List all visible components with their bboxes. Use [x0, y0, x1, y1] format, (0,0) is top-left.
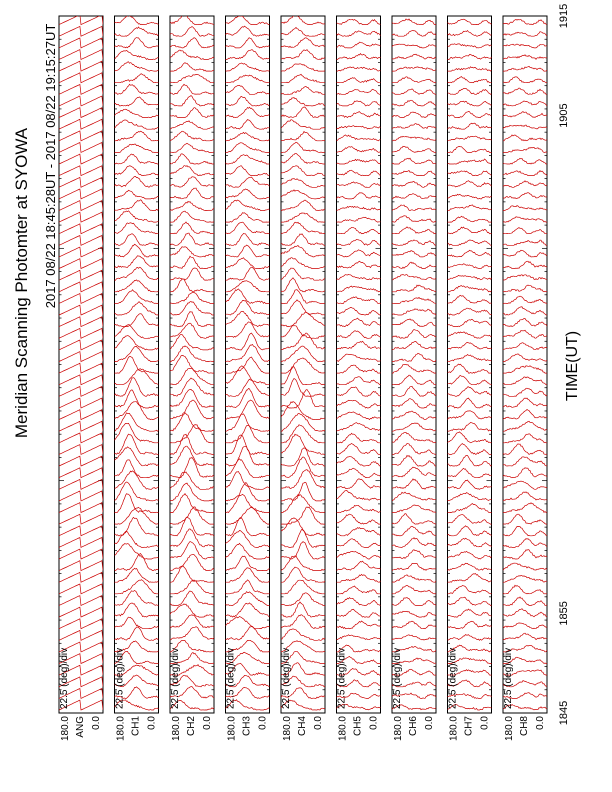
panel-ch1	[115, 15, 159, 741]
channel-label: CH2	[186, 716, 197, 737]
y-min-label: 0.0	[257, 716, 269, 730]
y-min-label: 0.0	[368, 716, 380, 730]
channel-label: CH6	[408, 716, 419, 737]
channel-label: CH1	[130, 716, 142, 737]
x-tick-label: 1845	[558, 700, 570, 726]
panel-frame	[170, 16, 214, 713]
y-min-label: 0.0	[535, 716, 546, 730]
panel-ch7	[448, 16, 492, 741]
x-axis-label: TIME(UT)	[564, 330, 581, 402]
time-range-label: 2017 08/22 18:45:28UT - 2017 08/22 19:15:27UT	[43, 23, 58, 309]
panel-ch6	[392, 16, 436, 741]
panel-ch2	[170, 15, 214, 741]
x-tick-label: 1915	[558, 3, 570, 29]
scale-label: 22.5 (deg)/div	[225, 647, 237, 709]
channel-label: CH3	[241, 716, 253, 737]
panel-frame	[226, 16, 270, 713]
panel-frame	[59, 16, 103, 713]
panel-ch5	[337, 16, 381, 741]
panel-frame	[503, 16, 547, 713]
y-max-label: 180.0	[171, 716, 182, 742]
y-max-label: 180.0	[60, 716, 71, 742]
panel-frame	[392, 16, 436, 713]
y-min-label: 0.0	[479, 716, 491, 730]
panel-ch4	[281, 15, 325, 741]
scale-label: 22.5 (deg)/div	[503, 647, 514, 709]
channel-panels	[59, 15, 547, 741]
channel-label: CH8	[519, 716, 530, 737]
y-max-label: 180.0	[337, 716, 349, 742]
x-tick-label: 1855	[558, 601, 570, 626]
channel-label: CH7	[463, 716, 475, 737]
scale-label: 22.5 (deg)/div	[392, 647, 403, 709]
channel-label: ANG	[75, 716, 86, 738]
x-tick-label: 1905	[558, 103, 570, 128]
scale-label: 22.5 (deg)/div	[447, 647, 459, 709]
panel-frame	[337, 16, 381, 713]
y-min-label: 0.0	[313, 716, 324, 730]
panel-frame	[281, 16, 325, 713]
channel-label: CH5	[352, 716, 364, 737]
y-min-label: 0.0	[424, 716, 435, 730]
panel-ch3	[226, 16, 270, 741]
panel-ang	[59, 15, 103, 741]
y-max-label: 180.0	[282, 716, 293, 742]
y-min-label: 0.0	[202, 716, 213, 730]
y-max-label: 180.0	[448, 716, 460, 742]
panel-frame	[115, 16, 159, 713]
y-max-label: 180.0	[115, 716, 127, 742]
scale-label: 22.5 (deg)/div	[336, 647, 348, 709]
panel-frame	[448, 16, 492, 713]
scale-label: 22.5 (deg)/div	[59, 647, 70, 709]
y-max-label: 180.0	[226, 716, 238, 742]
chart-title: Meridian Scanning Photomter at SYOWA	[12, 127, 31, 439]
scale-label: 22.5 (deg)/div	[114, 647, 126, 709]
y-max-label: 180.0	[393, 716, 404, 742]
panel-ch8	[503, 16, 547, 741]
scale-label: 22.5 (deg)/div	[281, 647, 292, 709]
scale-label: 22.5 (deg)/div	[170, 647, 181, 709]
y-min-label: 0.0	[91, 716, 102, 730]
y-min-label: 0.0	[146, 716, 158, 730]
channel-label: CH4	[297, 716, 308, 737]
y-max-label: 180.0	[504, 716, 515, 742]
